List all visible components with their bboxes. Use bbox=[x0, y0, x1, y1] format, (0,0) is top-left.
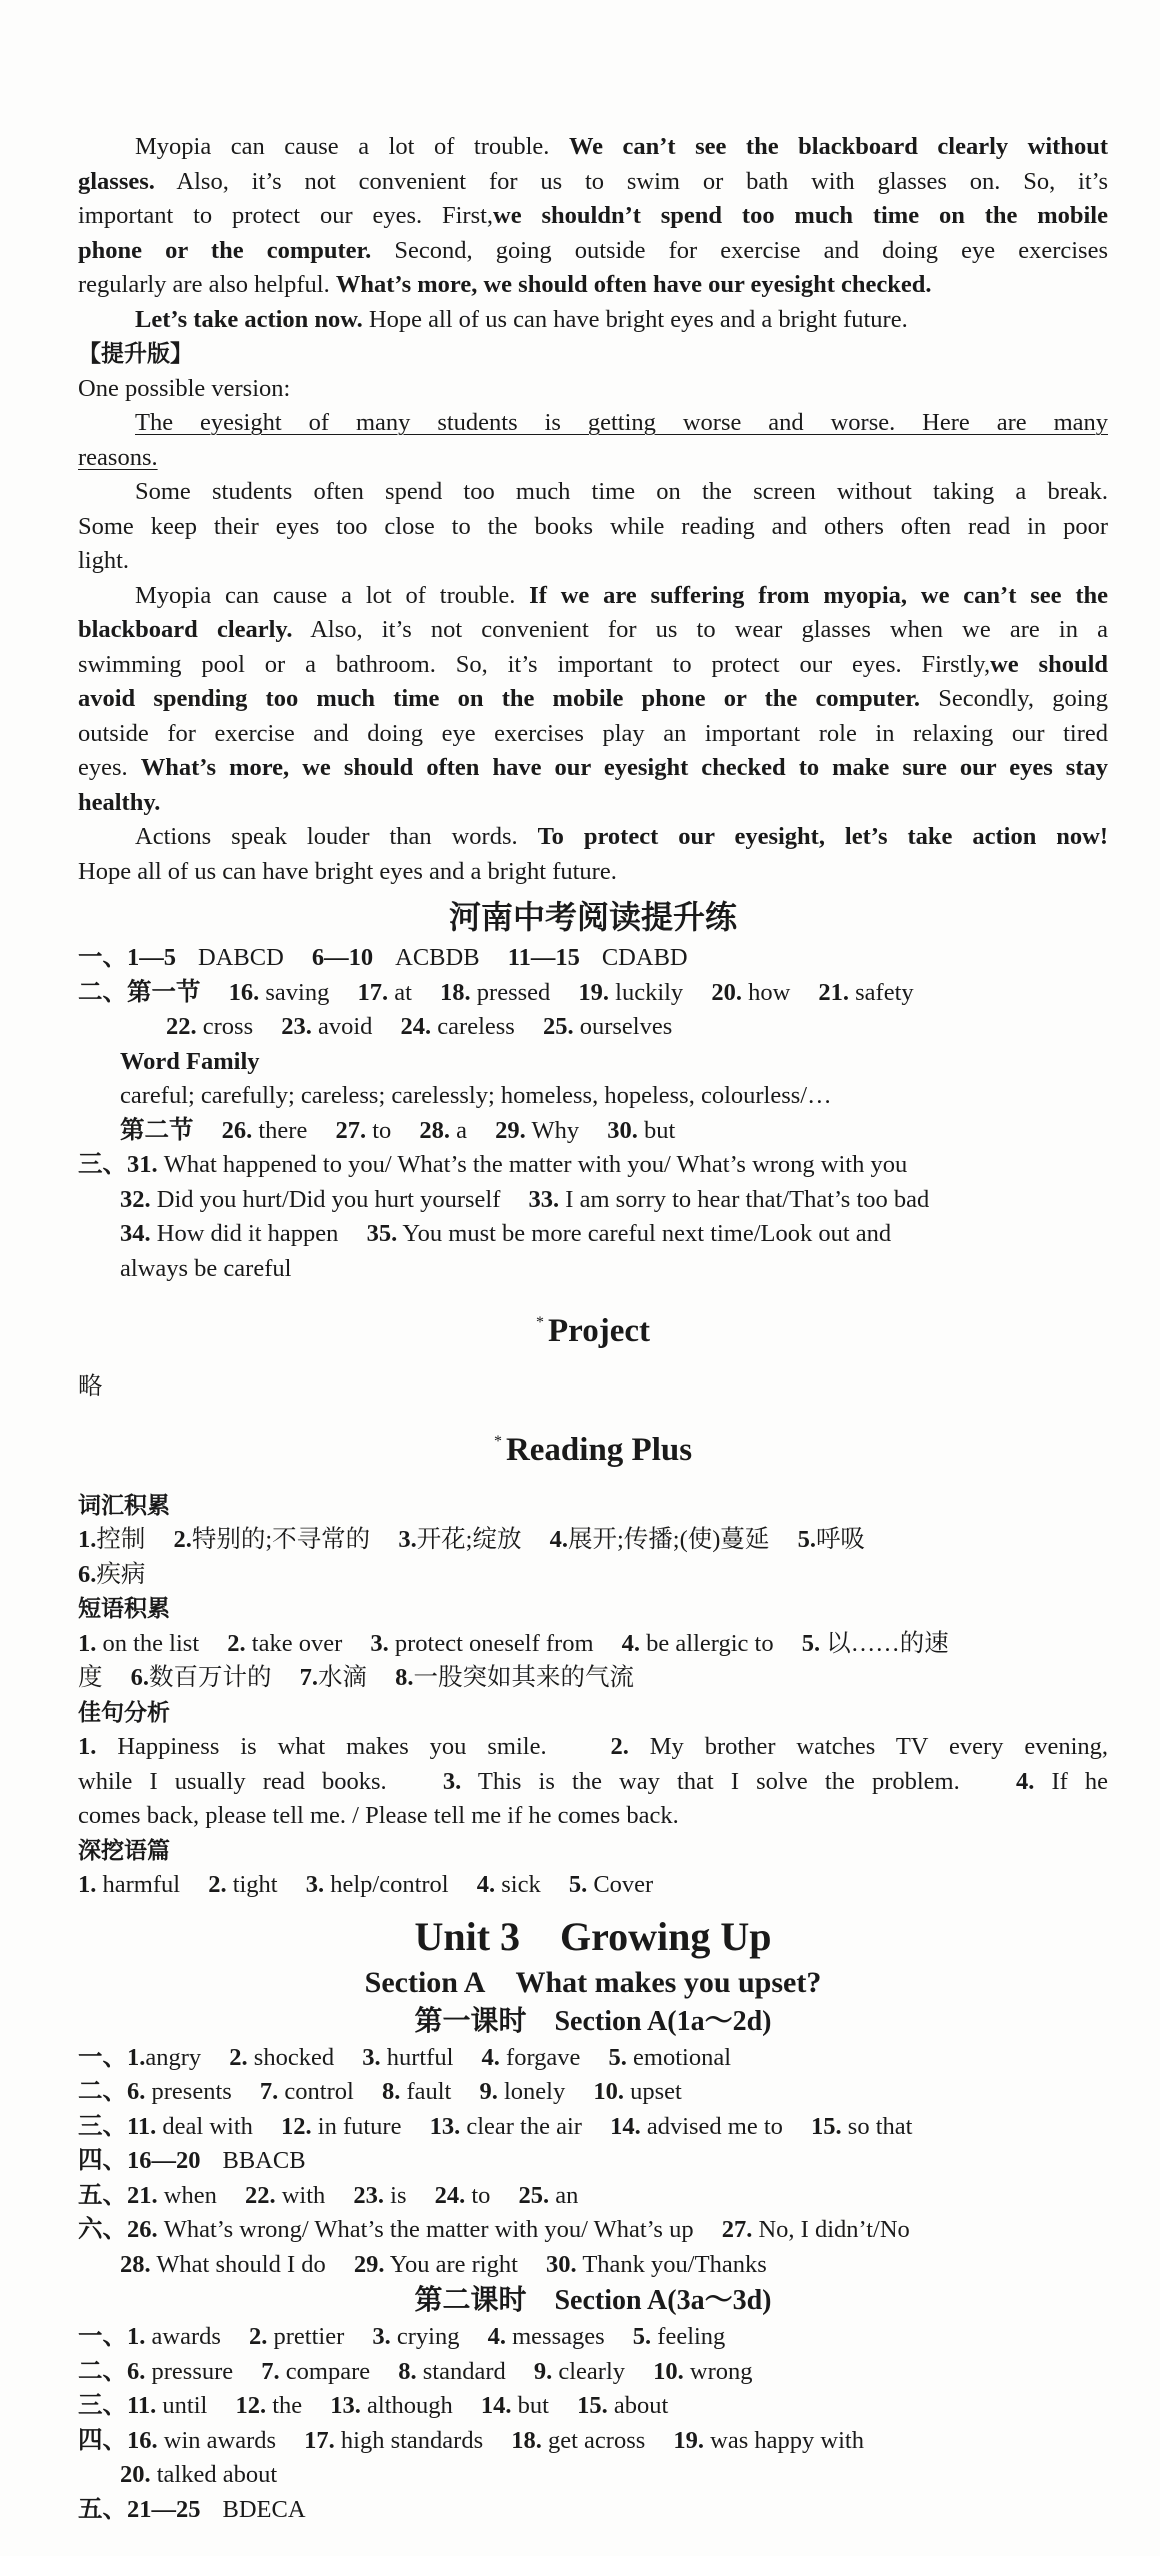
essay-line: Actions speak louder than words. To protect our eyesight, let’s take action now! bbox=[135, 823, 1109, 850]
essay-line: phone or the computer. Second, going outside for exercise and doing eye exercises bbox=[78, 236, 1108, 264]
answer-row: 一、1.angry 2. shocked 3. hurtful 4. forgave 5. emotional bbox=[78, 2043, 732, 2071]
project-text: 略 bbox=[78, 1373, 103, 1400]
essay-line: avoid spending too much time on the mobile phone or the computer. Secondly, going bbox=[78, 685, 1109, 712]
answer-row: 六、26. What’s wrong/ What’s the matter with you/ What’s up 27. No, I didn’t/No bbox=[78, 2216, 910, 2243]
answer-row: 34. How did it happen 35. You must be more careful next time/Look out and bbox=[120, 1220, 892, 1247]
word-family-label: Word Family bbox=[120, 1047, 260, 1075]
essay-line: reasons. bbox=[78, 443, 158, 471]
answer-row: 五、21. when 22. with 23. is 24. to 25. an bbox=[78, 2181, 579, 2209]
section-title: Section A What makes you upset? bbox=[364, 1965, 822, 1999]
answer-row: 28. What should I do 29. You are right 30. Thank you/Thanks bbox=[120, 2250, 767, 2278]
answer-row: 四、16. win awards 17. high standards 18. get across 19. was happy with bbox=[78, 2426, 864, 2454]
section-title-henan: 河南中考阅读提升练 bbox=[448, 898, 737, 936]
deep-label: 深挖语篇 bbox=[78, 1837, 170, 1864]
answer-row: comes back, please tell me. / Please tell me if he comes back. bbox=[78, 1802, 679, 1829]
sentence-label: 佳句分析 bbox=[78, 1699, 170, 1726]
essay-line: outside for exercise and doing eye exercises play an important role in relaxing our tired bbox=[78, 719, 1108, 747]
section-title-reading-plus: * Reading Plus bbox=[493, 1431, 693, 1468]
answer-row: 20. talked about bbox=[120, 2461, 278, 2488]
essay-line: glasses. Also, it’s not convenient for us to swim or bath with glasses on. So, it’s bbox=[78, 167, 1108, 195]
essay-line: swimming pool or a bathroom. So, it’s important to protect our eyes. Firstly,we should bbox=[78, 650, 1108, 678]
essay-line: Some keep their eyes too close to the books while reading and others often read in poor bbox=[78, 512, 1108, 540]
answer-row: 第二节 26. there 27. to 28. a 29. Why 30. but bbox=[120, 1116, 676, 1144]
advanced-label: 【提升版】 bbox=[78, 341, 193, 367]
essay-line: light. bbox=[78, 547, 130, 574]
answer-row: 1. on the list 2. take over 3. protect oneself from 4. be allergic to 5. 以……的速 bbox=[78, 1629, 949, 1657]
answer-row: 1. Happiness is what makes you smile. 2. My brother watches TV every evening, bbox=[78, 1733, 1108, 1760]
answer-row: 1.控制 2.特别的;不寻常的 3.开花;绽放 4.展开;传播;(使)蔓延 5.呼吸 bbox=[78, 1526, 865, 1553]
answer-row: 二、第一节 16. saving 17. at 18. pressed 19. luckily 20. how 21. safety bbox=[78, 978, 914, 1006]
essay-line: Hope all of us can have bright eyes and a bright future. bbox=[78, 857, 617, 885]
answer-row: 32. Did you hurt/Did you hurt yourself 33. I am sorry to hear that/That’s too bad bbox=[120, 1185, 930, 1213]
answer-row: 22. cross 23. avoid 24. careless 25. ourselves bbox=[166, 1013, 673, 1040]
essay-line: healthy. bbox=[78, 788, 161, 816]
essay-line: eyes. What’s more, we should often have our eyesight checked to make sure our eyes stay bbox=[78, 754, 1108, 781]
answer-row: 二、6. presents 7. control 8. fault 9. lonely 10. upset bbox=[78, 2078, 682, 2105]
word-family-text: careful; carefully; careless; carelessly; homeless, hopeless, colourless/… bbox=[120, 1082, 832, 1109]
essay-line: The eyesight of many students is getting worse and worse. Here are many bbox=[135, 409, 1108, 436]
answer-row: 二、6. pressure 7. compare 8. standard 9. clearly 10. wrong bbox=[78, 2357, 753, 2385]
answer-row: 一、1. awards 2. prettier 3. crying 4. messages 5. feeling bbox=[78, 2323, 726, 2350]
essay-line: important to protect our eyes. First,we shouldn’t spend too much time on the mobile bbox=[78, 202, 1108, 229]
answer-row: 四、16—20 BBACB bbox=[78, 2147, 306, 2174]
advanced-intro: One possible version: bbox=[78, 374, 291, 402]
essay-line: Myopia can cause a lot of trouble. If we are suffering from myopia, we can’t see the bbox=[135, 581, 1108, 609]
answer-row: 五、21—25 BDECA bbox=[78, 2495, 306, 2523]
vocab-label: 词汇积累 bbox=[78, 1492, 170, 1519]
essay-line: blackboard clearly. Also, it’s not convenient for us to wear glasses when we are in a bbox=[78, 616, 1108, 643]
essay-line: Let’s take action now. Hope all of us can have bright eyes and a bright future. bbox=[135, 305, 908, 333]
section-title-project: * Project bbox=[536, 1313, 650, 1349]
lesson-title-1: 第一课时 Section A(1a～2d) bbox=[414, 2005, 772, 2037]
answer-row: 三、31. What happened to you/ What’s the matter with you/ What’s wrong with you bbox=[78, 1151, 908, 1178]
answer-page bbox=[78, 130, 1108, 2527]
essay-line: Myopia can cause a lot of trouble. We can’t see the blackboard clearly without bbox=[135, 133, 1109, 160]
answer-row: always be careful bbox=[120, 1254, 292, 1282]
answer-row: 1. harmful 2. tight 3. help/control 4. sick 5. Cover bbox=[78, 1871, 654, 1898]
answer-row: 一、1—5 DABCD 6—10 ACBDB 11—15 CDABD bbox=[78, 944, 688, 971]
answer-row: 三、11. deal with 12. in future 13. clear the air 14. advised me to 15. so that bbox=[78, 2112, 913, 2140]
unit-title: Unit 3 Growing Up bbox=[414, 1913, 772, 1959]
phrase-label: 短语积累 bbox=[78, 1596, 170, 1622]
lesson-title-2: 第二课时 Section A(3a～3d) bbox=[414, 2285, 772, 2316]
answer-row: 度 6.数百万计的 7.水滴 8.一股突如其来的气流 bbox=[78, 1664, 634, 1691]
answer-row: while I usually read books. 3. This is the way that I solve the problem. 4. If he bbox=[78, 1767, 1108, 1795]
answer-row: 三、11. until 12. the 13. although 14. but 15. about bbox=[78, 2392, 669, 2419]
answer-row: 6.疾病 bbox=[78, 1560, 146, 1588]
essay-line: regularly are also helpful. What’s more, we should often have our eyesight checked. bbox=[78, 271, 932, 298]
essay-line: Some students often spend too much time on the screen without taking a break. bbox=[135, 478, 1108, 505]
